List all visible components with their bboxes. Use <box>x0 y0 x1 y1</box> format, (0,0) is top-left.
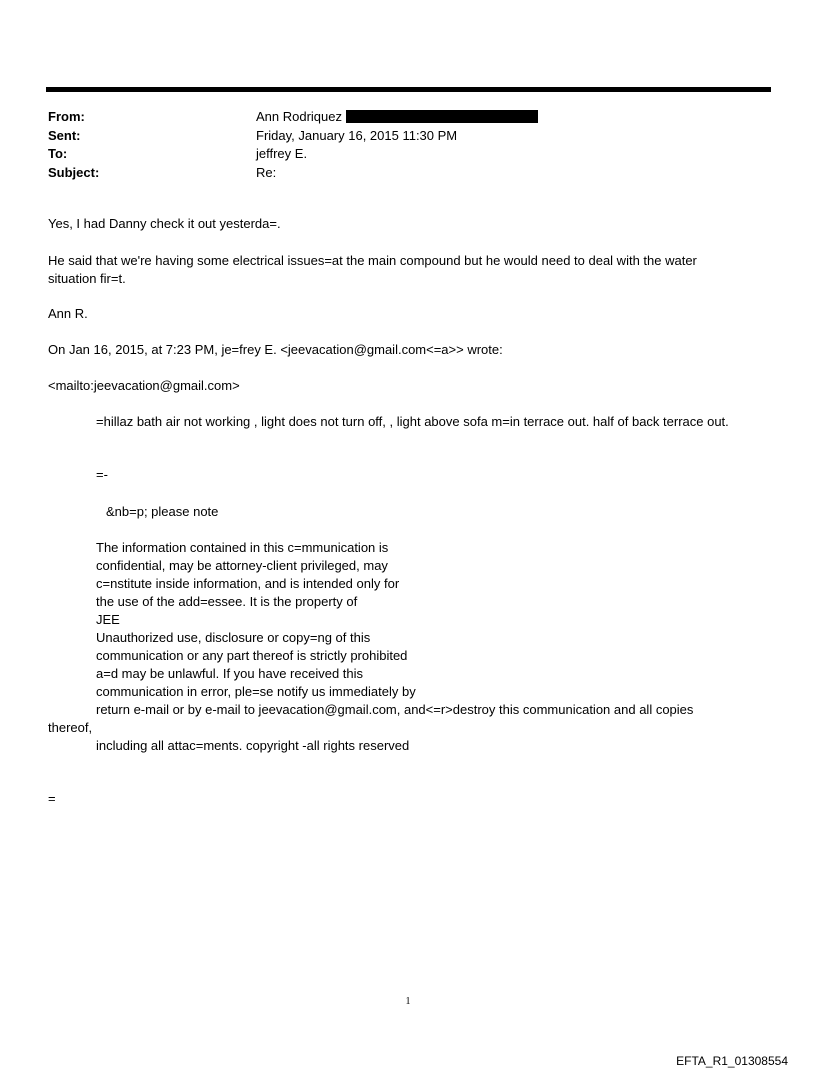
page-number: 1 <box>405 996 411 1007</box>
redaction-bar <box>346 110 538 123</box>
subject-row <box>48 164 748 183</box>
body-line: Yes, I had Danny check it out yesterda=. <box>48 216 281 231</box>
subject-value: Re: <box>256 164 277 180</box>
mailto-link: <mailto:jeevacation@gmail.com> <box>48 378 240 393</box>
body-line: He said that we're having some electrical issues=at the main compound but he would need to deal with the water <box>48 253 697 268</box>
notice-line: communication or any part thereof is strictly prohibited <box>96 648 408 663</box>
to-value: jeffrey E. <box>256 146 308 161</box>
email-header <box>48 108 748 182</box>
notice-line: The information contained in this c=mmunication is <box>96 540 389 555</box>
bates-number: EFTA_R1_01308554 <box>676 1054 788 1068</box>
notice-line: JEE <box>96 612 120 627</box>
signature: Ann R. <box>48 306 88 321</box>
sent-label: Sent: <box>48 127 81 143</box>
quote-intro: On Jan 16, 2015, at 7:23 PM, je=frey E. <jeevacation@gmail.com<=a>> wrote: <box>48 342 503 357</box>
quoted-line: &nb=p; please note <box>106 504 219 519</box>
notice-line: communication in error, ple=se notify us immediately by <box>96 684 416 699</box>
quoted-line: =- <box>96 467 108 482</box>
subject-label: Subject: <box>48 164 100 180</box>
to-row <box>48 145 748 164</box>
trailing-marker: = <box>48 791 56 806</box>
from-value <box>256 108 538 127</box>
header-rule <box>46 87 771 92</box>
notice-line: including all attac=ments. copyright -all rights reserved <box>96 738 410 753</box>
sent-row <box>48 127 748 146</box>
notice-line: the use of the add=essee. It is the property of <box>96 594 358 609</box>
body-line: situation fir=t. <box>48 271 126 286</box>
sender-name: Ann Rodriquez <box>256 109 342 124</box>
notice-line: c=nstitute inside information, and is intended only for <box>96 576 400 591</box>
to-label: To: <box>48 146 68 161</box>
from-row <box>48 108 748 127</box>
notice-line: a=d may be unlawful. If you have received this <box>96 666 364 681</box>
notice-line: Unauthorized use, disclosure or copy=ng of this <box>96 630 371 645</box>
quoted-line: =hillaz bath air not working , light does not turn off, , light above sofa m=in terrace out. half of back terrace out. <box>96 414 729 429</box>
notice-line: return e-mail or by e-mail to jeevacation@gmail.com, and<=r>destroy this communication and all copies <box>96 702 694 717</box>
from-label: From: <box>48 109 85 124</box>
notice-line: confidential, may be attorney-client privileged, may <box>96 558 388 573</box>
sent-value: Friday, January 16, 2015 11:30 PM <box>256 127 458 143</box>
notice-line: thereof, <box>48 720 93 735</box>
